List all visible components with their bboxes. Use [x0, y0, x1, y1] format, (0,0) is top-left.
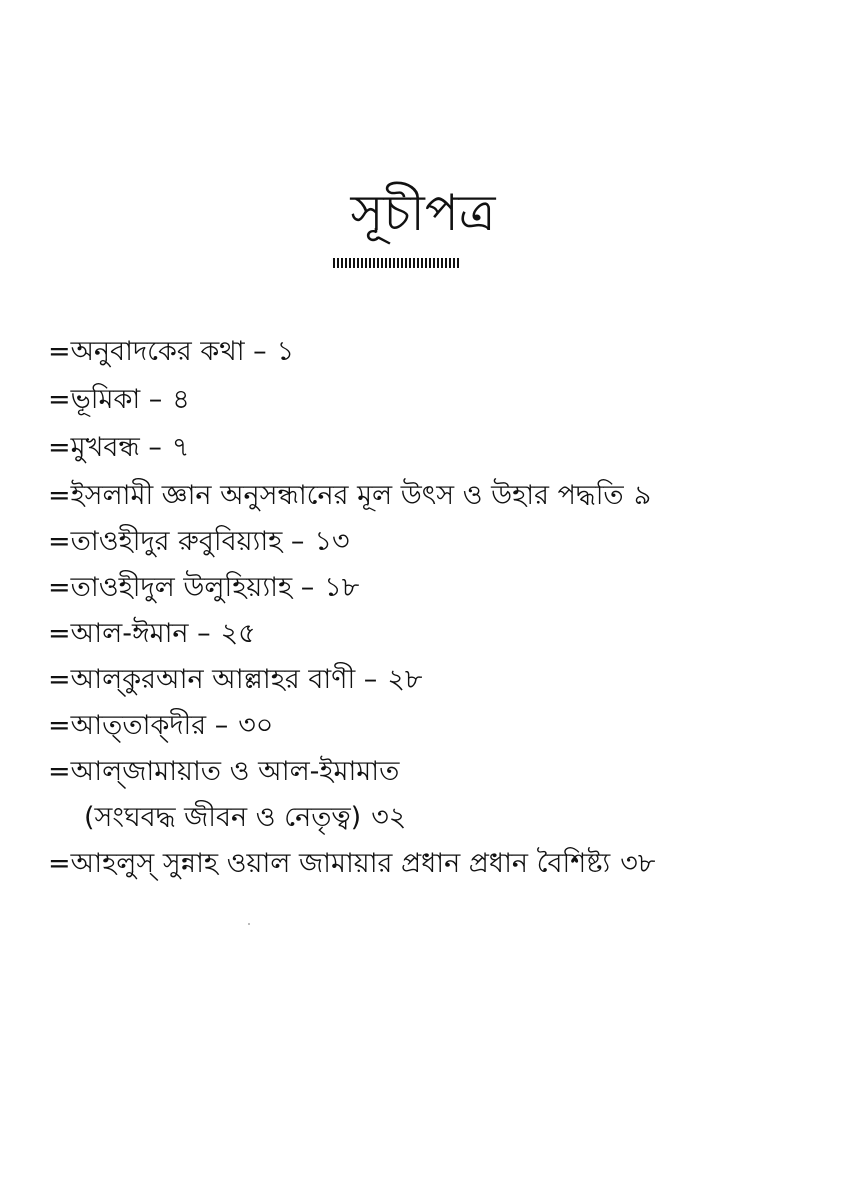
toc-entry-text: =আল্‌কুরআন আল্লাহর বাণী –	[48, 664, 378, 695]
toc-entry-page: ১	[276, 336, 295, 367]
title-ornament-rule	[333, 258, 459, 268]
toc-entry-page: ২৫	[220, 618, 256, 649]
toc-entry-text: =তাওহীদুর রুবুবিয়্যাহ –	[48, 526, 305, 557]
toc-entry-text: =অনুবাদকের কথা –	[48, 336, 267, 367]
toc-entry-text: =ইসলামী জ্ঞান অনুসন্ধানের মূল উৎস ও উহার পদ্ধতি	[48, 480, 624, 511]
scan-speck	[248, 923, 250, 925]
toc-entry	[48, 332, 294, 372]
toc-entry-page: ৯	[633, 480, 652, 511]
toc-entry	[48, 614, 256, 654]
toc-entry	[48, 568, 359, 608]
toc-entry	[48, 476, 651, 516]
toc-entry	[48, 706, 273, 746]
toc-entry-text: =মুখবন্ধ –	[48, 432, 162, 463]
toc-entry	[48, 844, 655, 884]
toc-entry-page: ১৩	[314, 526, 350, 557]
toc-entry	[48, 660, 422, 700]
toc-entry-text: =তাওহীদুল উলুহিয়্যাহ –	[48, 572, 315, 603]
toc-entry-page: ৪	[172, 384, 190, 415]
toc-entry-text: =ভূমিকা –	[48, 384, 163, 415]
toc-entry-text: =আত্‌তাক্‌দীর –	[48, 710, 229, 741]
toc-entry-page: ৩০	[238, 710, 274, 741]
toc-entry-text: (সংঘবদ্ধ জীবন ও নেতৃত্ব)	[84, 802, 362, 833]
toc-entry-page: ৩২	[371, 802, 407, 833]
toc-entry	[48, 522, 350, 562]
toc-entry-page: ৭	[171, 432, 190, 463]
page-title: সূচীপত্র	[350, 184, 496, 242]
toc-entry-page: ১৮	[324, 572, 360, 603]
toc-entry-text: =আল-ঈমান –	[48, 618, 211, 649]
toc-entry	[48, 380, 190, 420]
toc-entry-text: =আল্‌জামায়াত ও আল-ইমামাত	[48, 756, 400, 787]
toc-entry-continuation	[84, 798, 406, 838]
toc-entry-page: ৩৮	[620, 848, 656, 879]
toc-entry-text: =আহলুস্‌ সুন্নাহ ওয়াল জামায়ার প্রধান প্রধান বৈশিষ্ট্য	[48, 848, 611, 879]
toc-entry-page: ২৮	[387, 664, 423, 695]
toc-entry	[48, 428, 189, 468]
toc-entry	[48, 752, 409, 792]
